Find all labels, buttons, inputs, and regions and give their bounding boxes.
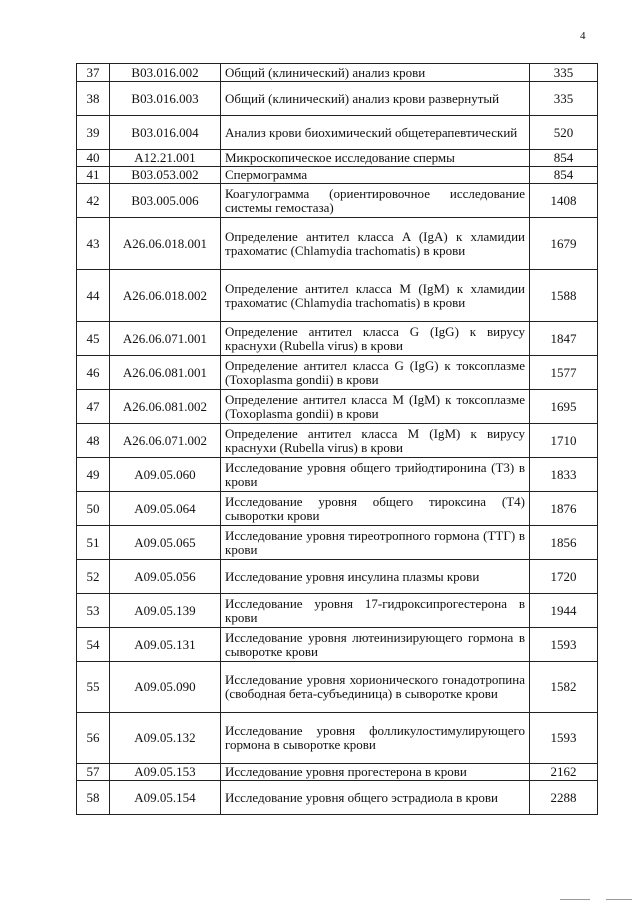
table-row	[77, 662, 598, 713]
service-name: Коагулограмма (ориентировочное исследование системы гемостаза)	[221, 184, 530, 218]
row-number: 45	[77, 322, 110, 356]
service-price: 1847	[530, 322, 598, 356]
table-row	[77, 184, 598, 218]
service-code: A26.06.071.002	[110, 424, 221, 458]
service-code: A26.06.081.001	[110, 356, 221, 390]
service-price: 1582	[530, 662, 598, 713]
row-number: 56	[77, 713, 110, 764]
table-row	[77, 322, 598, 356]
service-name: Исследование уровня общего эстрадиола в крови	[221, 781, 530, 815]
table-row	[77, 526, 598, 560]
row-number: 47	[77, 390, 110, 424]
service-name: Микроскопическое исследование спермы	[221, 150, 530, 167]
service-name: Исследование уровня фолликулостимулирующего гормона в сыворотке крови	[221, 713, 530, 764]
service-name: Определение антител класса G (IgG) к вирусу краснухи (Rubella virus) в крови	[221, 322, 530, 356]
service-code: A26.06.018.002	[110, 270, 221, 322]
service-price: 1679	[530, 218, 598, 270]
service-code: A09.05.131	[110, 628, 221, 662]
service-name: Определение антител класса M (IgM) к токсоплазме (Toxoplasma gondii) в крови	[221, 390, 530, 424]
row-number: 52	[77, 560, 110, 594]
table-row	[77, 628, 598, 662]
table-row	[77, 713, 598, 764]
table-row	[77, 218, 598, 270]
table-row	[77, 150, 598, 167]
service-price: 1408	[530, 184, 598, 218]
service-code: B03.016.002	[110, 64, 221, 82]
table-row	[77, 781, 598, 815]
service-code: A09.05.064	[110, 492, 221, 526]
service-price: 1593	[530, 628, 598, 662]
table-row	[77, 594, 598, 628]
row-number: 57	[77, 764, 110, 781]
service-price: 1944	[530, 594, 598, 628]
service-code: A09.05.060	[110, 458, 221, 492]
row-number: 55	[77, 662, 110, 713]
service-code: A09.05.153	[110, 764, 221, 781]
table-row	[77, 390, 598, 424]
row-number: 54	[77, 628, 110, 662]
service-price: 2288	[530, 781, 598, 815]
footer-rule	[606, 899, 632, 900]
service-name: Определение антител класса M (IgM) к хламидии трахоматис (Chlamydia trachomatis) в крови	[221, 270, 530, 322]
table-row	[77, 167, 598, 184]
table-row	[77, 356, 598, 390]
service-code: B03.053.002	[110, 167, 221, 184]
row-number: 50	[77, 492, 110, 526]
row-number: 48	[77, 424, 110, 458]
table-row	[77, 270, 598, 322]
service-price: 1876	[530, 492, 598, 526]
row-number: 51	[77, 526, 110, 560]
table-row	[77, 458, 598, 492]
service-price: 335	[530, 82, 598, 116]
service-name: Исследование уровня хорионического гонадотропина (свободная бета-субъединица) в сыворотке крови	[221, 662, 530, 713]
service-name: Исследование уровня инсулина плазмы крови	[221, 560, 530, 594]
row-number: 46	[77, 356, 110, 390]
service-code: A26.06.071.001	[110, 322, 221, 356]
service-name: Исследование уровня общего трийодтиронина (Т3) в крови	[221, 458, 530, 492]
service-price: 1720	[530, 560, 598, 594]
table-row	[77, 424, 598, 458]
service-code: A26.06.018.001	[110, 218, 221, 270]
service-name: Определение антител класса A (IgA) к хламидии трахоматис (Chlamydia trachomatis) в крови	[221, 218, 530, 270]
service-code: A26.06.081.002	[110, 390, 221, 424]
page-number: 4	[580, 30, 586, 42]
service-price: 1710	[530, 424, 598, 458]
table-row	[77, 116, 598, 150]
service-price: 1593	[530, 713, 598, 764]
service-name: Определение антител класса G (IgG) к токсоплазме (Toxoplasma gondii) в крови	[221, 356, 530, 390]
row-number: 38	[77, 82, 110, 116]
service-code: B03.016.004	[110, 116, 221, 150]
service-price: 1695	[530, 390, 598, 424]
service-name: Анализ крови биохимический общетерапевтический	[221, 116, 530, 150]
service-price: 1833	[530, 458, 598, 492]
service-code: A12.21.001	[110, 150, 221, 167]
row-number: 40	[77, 150, 110, 167]
table-row	[77, 64, 598, 82]
row-number: 42	[77, 184, 110, 218]
row-number: 41	[77, 167, 110, 184]
service-name: Исследование уровня общего тироксина (Т4) сыворотки крови	[221, 492, 530, 526]
row-number: 37	[77, 64, 110, 82]
table-row	[77, 560, 598, 594]
price-table	[76, 63, 598, 815]
row-number: 58	[77, 781, 110, 815]
service-name: Исследование уровня прогестерона в крови	[221, 764, 530, 781]
service-price: 854	[530, 167, 598, 184]
service-price: 520	[530, 116, 598, 150]
service-code: B03.016.003	[110, 82, 221, 116]
service-price: 1577	[530, 356, 598, 390]
service-code: A09.05.090	[110, 662, 221, 713]
service-code: A09.05.154	[110, 781, 221, 815]
service-name: Исследование уровня лютеинизирующего гормона в сыворотке крови	[221, 628, 530, 662]
row-number: 53	[77, 594, 110, 628]
table-row	[77, 82, 598, 116]
table-body	[77, 64, 598, 815]
service-name: Исследование уровня 17-гидроксипрогестерона в крови	[221, 594, 530, 628]
service-name: Общий (клинический) анализ крови развернутый	[221, 82, 530, 116]
service-price: 854	[530, 150, 598, 167]
service-price: 1856	[530, 526, 598, 560]
service-name: Исследование уровня тиреотропного гормона (ТТГ) в крови	[221, 526, 530, 560]
row-number: 39	[77, 116, 110, 150]
service-price: 335	[530, 64, 598, 82]
row-number: 49	[77, 458, 110, 492]
footer-rule	[560, 899, 590, 900]
row-number: 43	[77, 218, 110, 270]
table-row	[77, 492, 598, 526]
service-code: B03.005.006	[110, 184, 221, 218]
service-name: Спермограмма	[221, 167, 530, 184]
service-code: A09.05.065	[110, 526, 221, 560]
service-code: A09.05.056	[110, 560, 221, 594]
service-code: A09.05.132	[110, 713, 221, 764]
row-number: 44	[77, 270, 110, 322]
service-price: 1588	[530, 270, 598, 322]
service-code: A09.05.139	[110, 594, 221, 628]
service-name: Общий (клинический) анализ крови	[221, 64, 530, 82]
service-name: Определение антител класса M (IgM) к вирусу краснухи (Rubella virus) в крови	[221, 424, 530, 458]
service-price: 2162	[530, 764, 598, 781]
table-row	[77, 764, 598, 781]
